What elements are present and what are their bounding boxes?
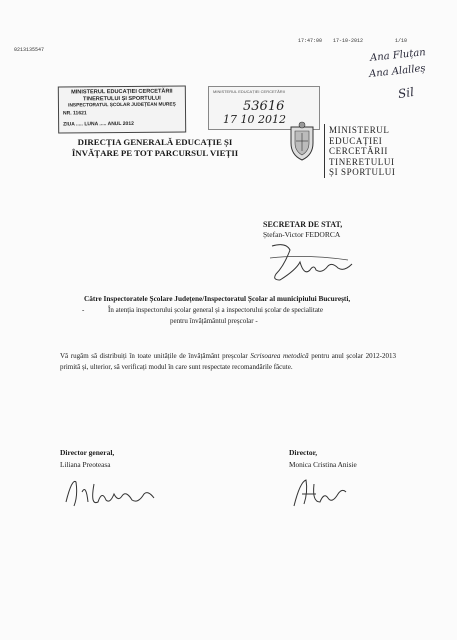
- signature-fedorca: [266, 240, 356, 292]
- stamp-line-1: MINISTERUL EDUCAȚIEI CERCETĂRII: [71, 88, 173, 96]
- director-name: Monica Cristina Anisie: [289, 460, 357, 469]
- stamp-date-line: ZIUA ..... LUNA ..... ANUL 2012: [63, 120, 134, 128]
- directorate-title: DIRECȚIA GENERALĂ EDUCAȚIE ȘI ÎNVĂȚARE PE TOT PARCURSUL VIEȚII: [71, 137, 239, 158]
- fax-page-count: 1/10: [395, 38, 408, 44]
- secretar-label: SECRETAR DE STAT,: [263, 220, 343, 229]
- stamp-header: MINISTERUL EDUCAȚIEI CERCETĂRII: [213, 89, 285, 94]
- signature-preoteasa: [62, 472, 162, 512]
- fax-sender-number: 0213135547: [14, 47, 45, 53]
- addressee-heading: Către Inspectoratele Școlare Județene/Inspectoratul Școlar al municipiului București,: [84, 294, 351, 303]
- ministry-name: MINISTERUL EDUCAȚIEI CERCETĂRII TINERETULUI ȘI SPORTULUI: [329, 125, 396, 178]
- attention-dash: -: [82, 306, 85, 314]
- ministry-divider: [324, 124, 325, 178]
- director-label: Director,: [289, 448, 318, 457]
- coat-of-arms-icon: [287, 121, 317, 161]
- stamp-registration-number: 53616: [243, 99, 285, 114]
- director-general-label: Director general,: [60, 448, 115, 457]
- document-title-italic: Scrisoarea metodică: [250, 352, 309, 360]
- fax-time: 17:47:00: [298, 38, 323, 44]
- stamp-number: NR. 11621: [63, 110, 87, 117]
- body-paragraph: Vă rugăm să distribuiți în toate unitățile de învățământ preșcolar Scrisoarea metodică pentru anul școlar 2012-2013 primită și, ulterior, să verificați modul în care sunt respectate recomandările făcute.: [60, 352, 397, 371]
- handwritten-initials: Sil: [397, 84, 415, 102]
- stamp-registration-date: 17 10 2012: [223, 113, 286, 126]
- handwritten-note-2: Ana Alalleș: [368, 63, 427, 80]
- stamp-line-2: TINERETULUI ȘI SPORTULUI: [83, 95, 161, 103]
- attention-line-2: pentru învățământul preșcolar -: [170, 317, 258, 325]
- signature-anisie: [288, 472, 348, 512]
- handwritten-note-1: Ana Fluțan: [369, 47, 427, 64]
- stamp-line-3: INSPECTORATUL ȘCOLAR JUDEȚEAN MUREȘ: [68, 102, 176, 109]
- secretar-name: Ștefan-Victor FEDORCA: [263, 230, 341, 239]
- fax-date: 17-10-2012: [333, 38, 364, 44]
- attention-line-1: În atenția inspectorului școlar general și a inspectorului școlar de specialitate: [108, 306, 323, 314]
- registration-stamp-isj: [58, 85, 186, 133]
- director-general-name: Liliana Preoteasa: [60, 460, 111, 469]
